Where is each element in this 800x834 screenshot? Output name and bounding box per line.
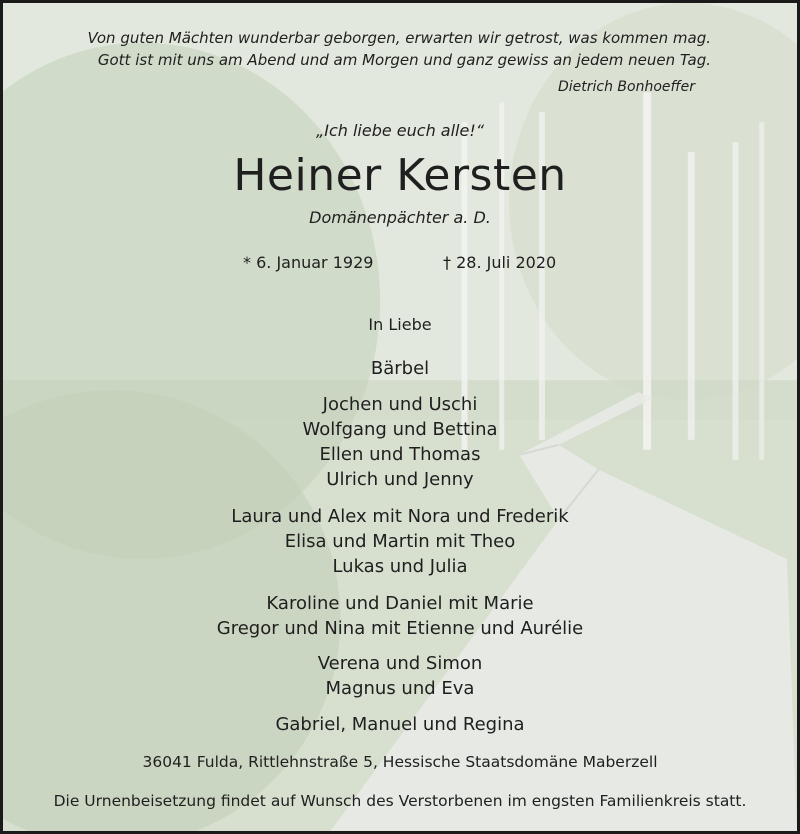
mourner-name: Ellen und Thomas	[319, 444, 481, 465]
motto-line-2: Gott ist mit uns am Abend und am Morgen und ganz gewiss an jedem neuen Tag.	[97, 51, 711, 69]
deceased-name: Heiner Kersten	[233, 150, 567, 201]
mourner-name: Wolfgang und Bettina	[302, 419, 498, 440]
mourner-name: Magnus und Eva	[325, 678, 475, 699]
deceased-title: Domänenpächter a. D.	[309, 208, 491, 227]
funeral-note: Die Urnenbeisetzung findet auf Wunsch des Verstorbenen im engsten Familienkreis statt.	[53, 792, 747, 810]
notice-content	[3, 3, 797, 831]
in-love-label: In Liebe	[368, 315, 432, 334]
motto-author: Dietrich Bonhoeffer	[557, 79, 695, 95]
mourner-name: Verena und Simon	[317, 653, 483, 674]
personal-quote: „Ich liebe euch alle!“	[315, 121, 485, 140]
mourner-name: Gregor und Nina mit Etienne und Aurélie	[216, 618, 584, 639]
mourner-name: Jochen und Uschi	[322, 394, 478, 415]
family-address: 36041 Fulda, Rittlehnstraße 5, Hessische Staatsdomäne Maberzell	[142, 753, 658, 771]
death-date: † 28. Juli 2020	[443, 253, 557, 272]
mourner-name: Gabriel, Manuel und Regina	[275, 714, 525, 735]
mourner-name: Bärbel	[370, 358, 430, 379]
mourner-name: Ulrich und Jenny	[326, 469, 474, 490]
mourner-name: Laura und Alex mit Nora und Frederik	[231, 506, 569, 527]
mourner-name: Lukas und Julia	[332, 556, 468, 577]
mourner-name: Elisa und Martin mit Theo	[284, 531, 516, 552]
birth-date: * 6. Januar 1929	[243, 253, 374, 272]
mourner-name: Karoline und Daniel mit Marie	[266, 593, 534, 614]
motto-line-1: Von guten Mächten wunderbar geborgen, erwarten wir getrost, was kommen mag.	[87, 29, 711, 47]
